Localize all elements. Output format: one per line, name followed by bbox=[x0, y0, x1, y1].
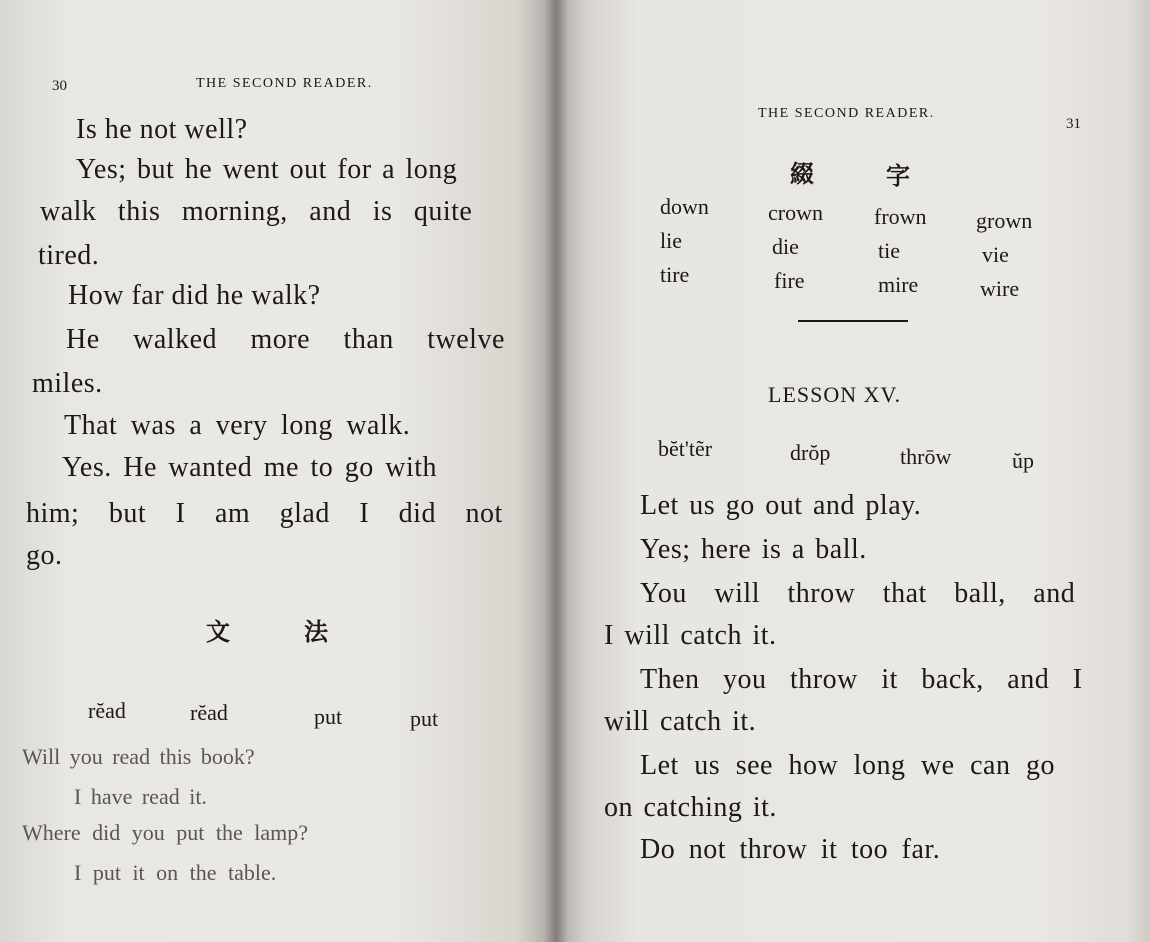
text-line: Yes; here is a ball. bbox=[640, 534, 867, 565]
spelling-word: grown bbox=[976, 208, 1033, 233]
text-line: That was a very long walk. bbox=[64, 410, 411, 441]
grammar-word: rĕad bbox=[190, 700, 228, 725]
text-line: walk this morning, and is quite bbox=[40, 196, 473, 227]
grammar-word: rĕad bbox=[88, 698, 126, 723]
spelling-heading-char: 綴 bbox=[790, 160, 814, 188]
text-line: Let us see how long we can go bbox=[640, 750, 1055, 781]
text-line: Is he not well? bbox=[76, 114, 248, 145]
text-line: him; but I am glad I did not bbox=[26, 498, 503, 529]
spelling-heading-char: 字 bbox=[886, 162, 910, 190]
text-line: He walked more than twelve bbox=[66, 324, 505, 355]
text-line: tired. bbox=[38, 240, 100, 271]
vocab-word: thrōw bbox=[900, 444, 952, 469]
text-line: on catching it. bbox=[604, 792, 777, 823]
example-sentence: I have read it. bbox=[74, 784, 207, 809]
book-gutter bbox=[544, 0, 568, 942]
vocab-word: ŭp bbox=[1012, 448, 1034, 473]
left-page bbox=[0, 0, 556, 942]
grammar-heading-char: 文 bbox=[206, 618, 230, 646]
text-line: will catch it. bbox=[604, 706, 757, 737]
grammar-word: put bbox=[410, 706, 439, 731]
right-running-head: THE SECOND READER. bbox=[758, 106, 935, 121]
grammar-heading-char: 法 bbox=[304, 618, 328, 646]
text-line: Do not throw it too far. bbox=[640, 834, 941, 865]
right-page-number: 31 bbox=[1066, 116, 1081, 132]
left-running-head: THE SECOND READER. bbox=[196, 76, 373, 91]
section-divider bbox=[798, 320, 908, 322]
spelling-word: tie bbox=[878, 238, 900, 263]
text-line: go. bbox=[26, 540, 63, 571]
text-line: Then you throw it back, and I bbox=[640, 664, 1083, 695]
example-sentence: I put it on the table. bbox=[74, 860, 277, 885]
text-line: miles. bbox=[32, 368, 103, 399]
spelling-word: lie bbox=[660, 228, 682, 253]
spelling-word: wire bbox=[980, 276, 1020, 301]
spelling-word: frown bbox=[874, 204, 927, 229]
text-line: You will throw that ball, and bbox=[640, 578, 1076, 609]
spelling-word: crown bbox=[768, 200, 823, 225]
text-line: Yes; but he went out for a long bbox=[76, 154, 458, 185]
right-page bbox=[556, 0, 1150, 942]
text-line: Let us go out and play. bbox=[640, 490, 922, 521]
spelling-word: vie bbox=[982, 242, 1009, 267]
text-line: How far did he walk? bbox=[68, 280, 321, 311]
vocab-word: drŏp bbox=[790, 440, 831, 465]
text-line: I will catch it. bbox=[604, 620, 777, 651]
spelling-word: tire bbox=[660, 262, 690, 287]
left-page-number: 30 bbox=[52, 78, 67, 94]
grammar-word: put bbox=[314, 704, 343, 729]
lesson-title: LESSON XV. bbox=[768, 382, 902, 407]
text-line: Yes. He wanted me to go with bbox=[62, 452, 438, 483]
vocab-word: bĕt'tẽr bbox=[658, 436, 713, 461]
spelling-word: die bbox=[772, 234, 799, 259]
spelling-word: down bbox=[660, 194, 709, 219]
example-sentence: Where did you put the lamp? bbox=[22, 820, 308, 845]
example-sentence: Will you read this book? bbox=[22, 744, 255, 769]
spelling-word: fire bbox=[774, 268, 805, 293]
spelling-word: mire bbox=[878, 272, 919, 297]
